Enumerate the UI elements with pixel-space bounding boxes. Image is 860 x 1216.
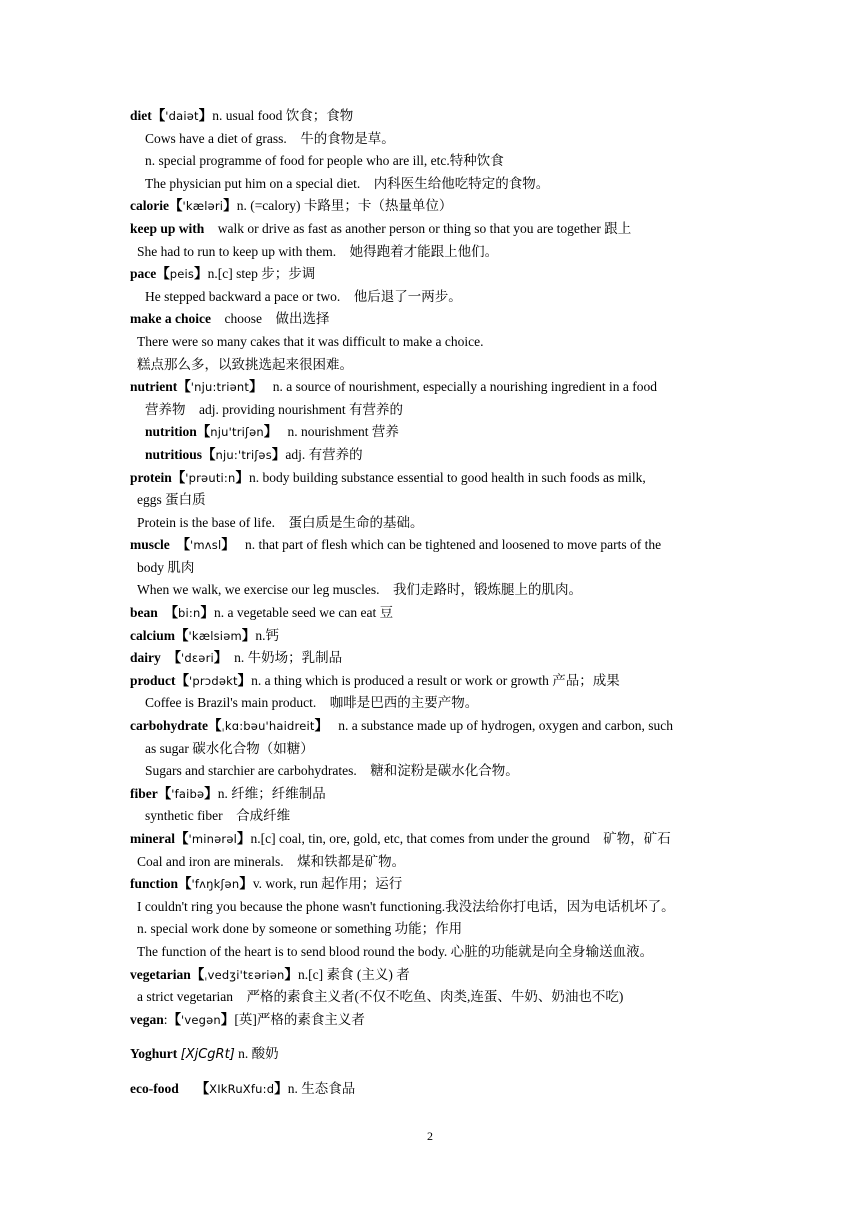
entry-calcium: calcium【'kælsiəm】n.钙 xyxy=(130,627,279,643)
definition: n. special work done by someone or something 功能；作用 xyxy=(137,921,463,937)
definition: n. a thing which is produced a result or work or growth 产品；成果 xyxy=(251,672,620,688)
headword: mineral xyxy=(130,831,175,846)
definition: as sugar 碳水化合物（如糖） xyxy=(145,740,314,756)
definition: walk or drive as fast as another person or thing so that you are together 跟上 xyxy=(217,220,632,236)
phonetic: 'faibə xyxy=(171,786,205,801)
example xyxy=(130,692,735,715)
headword: vegetarian xyxy=(130,966,191,982)
entry-carbohydrate: carbohydrate【ˌkɑ:bəu'haidreit】 n. a substance made up of hydrogen, oxygen and carbon, such xyxy=(130,718,674,734)
definition: n. (=calory) 卡路里；卡（热量单位） xyxy=(236,198,453,214)
definition: 营养物 adj. providing nourishment 有营养的 xyxy=(145,401,403,417)
entry-fiber: fiber【'faibə】n. 纤维；纤维制品 xyxy=(130,785,326,801)
phonetic: peis xyxy=(169,267,195,282)
phonetic: ˌkɑ:bəu'haidreit xyxy=(221,719,315,734)
phonetic: 'minərəl xyxy=(188,832,238,846)
example-text: There were so many cakes that it was difficult to make a choice. xyxy=(137,333,484,349)
headword: function xyxy=(130,876,179,892)
phonetic: 'prəuti:n xyxy=(185,470,236,485)
example xyxy=(130,331,735,354)
entry-diet: diet【'daiət】n. usual food 饮食；食物 xyxy=(130,108,354,123)
example-translation xyxy=(130,354,735,377)
headword: nutrient xyxy=(130,379,178,395)
entry-nutritious: nutritious【nju:'triʃəs】adj. 有营养的 xyxy=(145,446,363,462)
example-text: The physician put him on a special diet. 内科医生给他吃特定的食物。 xyxy=(145,175,550,191)
phonetic: bi:n xyxy=(178,606,201,621)
definition: choose 做出选择 xyxy=(224,311,330,327)
definition: n. 牛奶场；乳制品 xyxy=(234,650,343,666)
example xyxy=(130,896,735,919)
definition: body 肌肉 xyxy=(137,559,195,575)
phonetic: 'daiət xyxy=(165,109,199,123)
example xyxy=(130,805,735,828)
phonetic: XIkRuXfu:d xyxy=(209,1081,275,1096)
headword: bean xyxy=(130,605,158,621)
entry-product: product【'prɔdəkt】n. a thing which is produced a result or work or growth 产品；成果 xyxy=(130,672,620,688)
headword: protein xyxy=(130,469,172,485)
example xyxy=(130,579,735,602)
example-text: synthetic fiber 合成纤维 xyxy=(145,808,291,824)
entry-pace: pace【peis】n.[c] step 步；步调 xyxy=(130,266,316,282)
vocabulary-list xyxy=(130,105,735,1101)
headword: make a choice xyxy=(130,311,211,327)
definition: eggs 蛋白质 xyxy=(137,492,206,508)
phonetic: 'fʌŋkʃən xyxy=(191,877,240,892)
example xyxy=(130,286,735,309)
definition: n.钙 xyxy=(255,627,279,643)
definition: n. usual food 饮食；食物 xyxy=(212,108,354,123)
definition: n. 生态食品 xyxy=(287,1080,356,1096)
example-text: Protein is the base of life. 蛋白质是生命的基础。 xyxy=(137,514,424,530)
phonetic: 'dɛəri xyxy=(181,651,214,666)
example-text: Coffee is Brazil's main product. 咖啡是巴西的主要产物。 xyxy=(145,695,479,711)
phonetic: 'kælsiəm xyxy=(188,628,242,643)
headword: nutrition xyxy=(145,424,197,440)
example xyxy=(130,851,735,874)
page-number: 2 xyxy=(427,1129,433,1143)
phonetic: 'prɔdəkt xyxy=(189,673,238,688)
headword: keep up with xyxy=(130,220,205,236)
definition-line xyxy=(130,918,735,941)
phonetic: nju:'triʃəs xyxy=(215,447,272,462)
definition: n. special programme of food for people who are ill, etc.特种饮食 xyxy=(145,153,504,169)
example-text: The function of the heart is to send blood round the body. 心脏的功能就是向全身输送血液。 xyxy=(137,943,654,959)
definition: n. a vegetable seed we can eat 豆 xyxy=(213,605,394,621)
entry-protein: protein【'prəuti:n】n. body building substance essential to good health in such foods as milk, xyxy=(130,469,646,485)
entry-vegan: vegan:【'vegən】[英]严格的素食主义者 xyxy=(130,1011,365,1027)
example-text: He stepped backward a pace or two. 他后退了一两步。 xyxy=(145,288,462,304)
headword: diet xyxy=(130,108,152,123)
example-text: Cows have a diet of grass. 牛的食物是草。 xyxy=(145,130,395,146)
entry-calorie: calorie【'kæləri】n. (=calory) 卡路里；卡（热量单位） xyxy=(130,198,453,214)
definition: v. work, run 起作用；运行 xyxy=(252,876,403,892)
example xyxy=(130,941,735,964)
example-text: 糕点那么多，以致挑选起来很困难。 xyxy=(137,356,353,372)
entry-nutrition: nutrition【nju'triʃən】 n. nourishment 营养 xyxy=(145,424,399,440)
definition: n. nourishment 营养 xyxy=(287,424,399,440)
headword: fiber xyxy=(130,785,158,801)
phonetic: 'mʌsl xyxy=(190,538,222,553)
example xyxy=(130,760,735,783)
entry-muscle: muscle 【'mʌsl】 n. that part of flesh which can be tightened and loosened to move parts of the xyxy=(130,537,662,553)
headword: eco-food xyxy=(130,1080,179,1096)
example xyxy=(130,128,735,151)
example-text: a strict vegetarian 严格的素食主义者(不仅不吃鱼、肉类,连蛋、牛奶、奶油也不吃) xyxy=(137,989,624,1005)
definition-line xyxy=(130,489,735,512)
phonetic: 'nju:triənt xyxy=(190,380,250,395)
definition-line xyxy=(130,738,735,761)
separator: : xyxy=(163,1011,168,1027)
headword: calorie xyxy=(130,198,169,214)
definition-line xyxy=(130,557,735,580)
definition: adj. 有营养的 xyxy=(285,446,363,462)
example xyxy=(130,173,735,196)
example-text: She had to run to keep up with them. 她得跑着才能跟上他们。 xyxy=(137,243,499,259)
example-text: When we walk, we exercise our leg muscles. 我们走路时，锻炼腿上的肌肉。 xyxy=(137,582,583,598)
example-text: Sugars and starchier are carbohydrates. 糖和淀粉是碳水化合物。 xyxy=(145,763,519,779)
phonetic: 'vegən xyxy=(181,1012,221,1027)
headword: muscle xyxy=(130,537,170,553)
headword: carbohydrate xyxy=(130,718,208,734)
definition: [英]严格的素食主义者 xyxy=(234,1011,365,1027)
phonetic: ˌvedʒi'tɛəriən xyxy=(204,967,285,982)
headword: calcium xyxy=(130,627,175,643)
entry-bean: bean 【bi:n】n. a vegetable seed we can eat 豆 xyxy=(130,605,394,621)
definition-line xyxy=(130,399,735,422)
entry-make-a-choice xyxy=(130,308,735,331)
definition: n. a substance made up of hydrogen, oxygen and carbon, such xyxy=(338,718,674,734)
entry-eco-food: eco-food 【XIkRuXfu:d】n. 生态食品 xyxy=(130,1080,356,1096)
definition: n. that part of flesh which can be tightened and loosened to move parts of the xyxy=(244,537,662,553)
entry-yoghurt xyxy=(130,1043,735,1066)
entry-keep-up-with xyxy=(130,218,735,241)
headword: dairy xyxy=(130,650,161,666)
headword: nutritious xyxy=(145,446,203,462)
phonetic: nju'triʃən xyxy=(210,425,264,440)
phonetic: [XjCgRt] xyxy=(180,1047,235,1063)
definition: n. body building substance essential to good health in such foods as milk, xyxy=(249,469,646,485)
entry-vegetarian: vegetarian【ˌvedʒi'tɛəriən】n.[c] 素食 (主义) 者 xyxy=(130,966,410,982)
example xyxy=(130,241,735,264)
definition: n.[c] step 步；步调 xyxy=(207,266,316,282)
example xyxy=(130,512,735,535)
definition: n. 纤维；纤维制品 xyxy=(217,785,326,801)
entry-nutrient: nutrient【'nju:triənt】 n. a source of nourishment, especially a nourishing ingredient in a food xyxy=(130,379,657,395)
definition: n.[c] 素食 (主义) 者 xyxy=(297,966,410,982)
entry-dairy: dairy 【'dɛəri】 n. 牛奶场；乳制品 xyxy=(130,650,343,666)
definition: n. 酸奶 xyxy=(238,1046,279,1062)
headword: vegan xyxy=(130,1011,164,1027)
phonetic: 'kæləri xyxy=(182,199,224,214)
definition-line xyxy=(130,150,735,173)
headword: product xyxy=(130,672,176,688)
entry-mineral: mineral【'minərəl】n.[c] coal, tin, ore, gold, etc, that comes from under the ground 矿物，矿石 xyxy=(130,831,671,846)
definition: n. a source of nourishment, especially a nourishing ingredient in a food xyxy=(272,379,657,395)
definition: n.[c] coal, tin, ore, gold, etc, that comes from under the ground 矿物，矿石 xyxy=(250,831,671,846)
example-text: Coal and iron are minerals. 煤和铁都是矿物。 xyxy=(137,853,406,869)
entry-function: function【'fʌŋkʃən】v. work, run 起作用；运行 xyxy=(130,876,403,892)
example-text: I couldn't ring you because the phone wasn't functioning.我没法给你打电话，因为电话机坏了。 xyxy=(137,898,675,914)
headword: pace xyxy=(130,266,157,282)
example xyxy=(130,986,735,1009)
headword: Yoghurt xyxy=(130,1046,178,1062)
